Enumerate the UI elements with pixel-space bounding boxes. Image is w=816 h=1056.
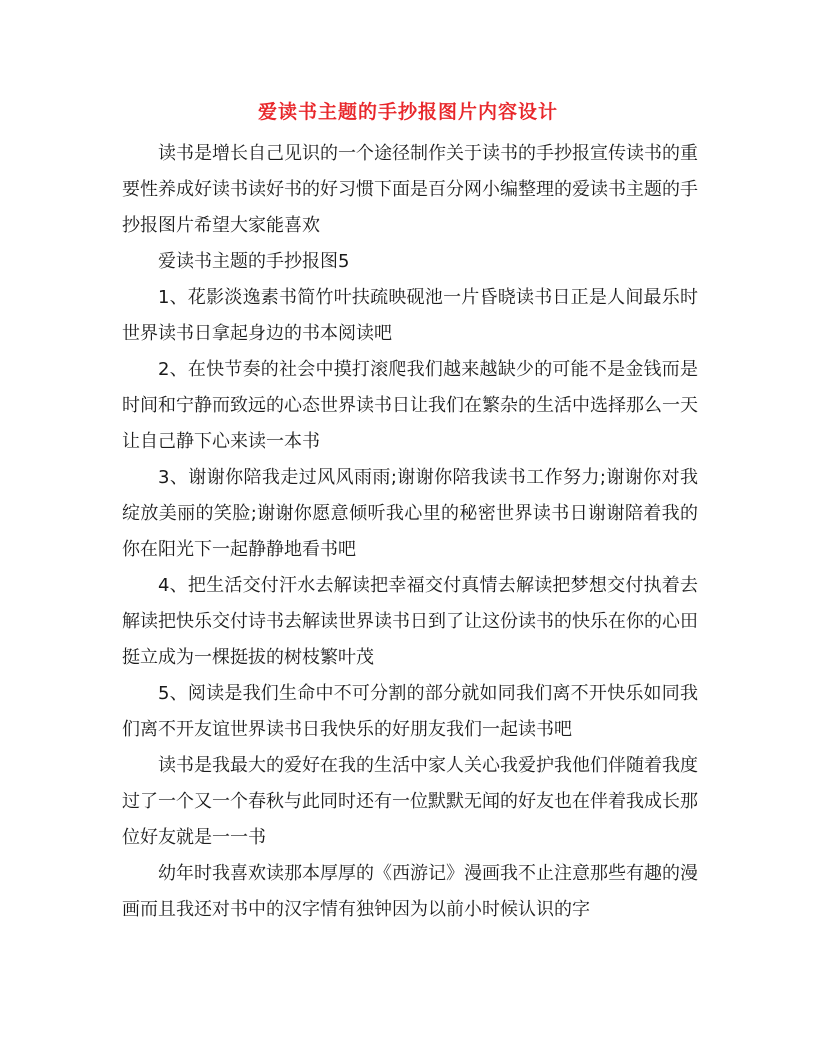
paragraph-item-3: 3、谢谢你陪我走过风风雨雨;谢谢你陪我读书工作努力;谢谢你对我绽放美丽的笑脸;谢谢你愿意倾听我心里的秘密世界读书日谢谢陪着我的你在阳光下一起静静地看书吧 [122,467,698,560]
document-body [122,136,698,928]
paragraph-item-5: 5、阅读是我们生命中不可分割的部分就如同我们离不开快乐如同我们离不开友谊世界读书日我快乐的好朋友我们一起读书吧 [122,683,698,740]
paragraph-intro: 读书是增长自己见识的一个途径制作关于读书的手抄报宣传读书的重要性养成好读书读好书的好习惯下面是百分网小编整理的爱读书主题的手抄报图片希望大家能喜欢 [122,143,698,236]
paragraph-heading: 爱读书主题的手抄报图5 [158,251,350,272]
paragraph-essay-2: 幼年时我喜欢读那本厚厚的《西游记》漫画我不止注意那些有趣的漫画而且我还对书中的汉字情有独钟因为以前小时候认识的字 [122,863,698,920]
paragraph-essay-1: 读书是我最大的爱好在我的生活中家人关心我爱护我他们伴随着我度过了一个又一个春秋与此同时还有一位默默无闻的好友也在伴着我成长那位好友就是一一书 [122,755,698,848]
paragraph-item-4: 4、把生活交付汗水去解读把幸福交付真情去解读把梦想交付执着去解读把快乐交付诗书去解读世界读书日到了让这份读书的快乐在你的心田挺立成为一棵挺拔的树枝繁叶茂 [122,575,698,668]
paragraph-item-2: 2、在快节奏的社会中摸打滚爬我们越来越缺少的可能不是金钱而是时间和宁静而致远的心态世界读书日让我们在繁杂的生活中选择那么一天让自己静下心来读一本书 [122,359,698,452]
paragraph-item-1: 1、花影淡逸素书简竹叶扶疏映砚池一片昏晓读书日正是人间最乐时世界读书日拿起身边的书本阅读吧 [122,287,698,344]
document-title: 爱读书主题的手抄报图片内容设计 [257,101,558,123]
